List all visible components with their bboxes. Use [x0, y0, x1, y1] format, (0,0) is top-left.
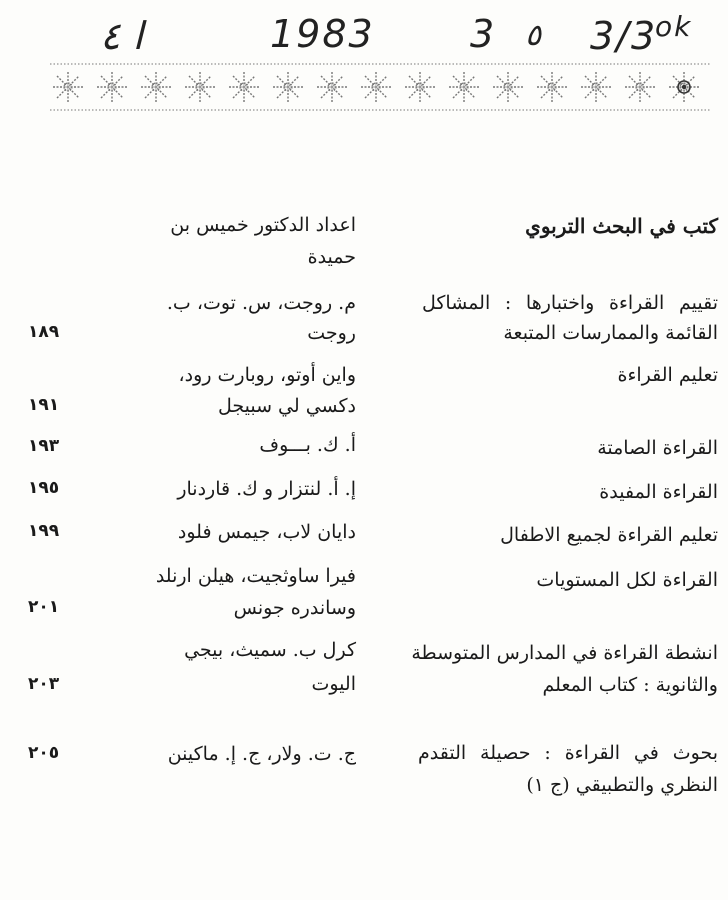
entry-title: القراءة المفيدة: [599, 481, 718, 503]
entry-author: أ. ك. بـــوف: [259, 434, 356, 456]
entry-title: والثانوية : كتاب المعلم: [542, 674, 718, 696]
page-number: ١٩١: [28, 395, 60, 415]
editor-credit-line2: حميدة: [307, 246, 356, 268]
handwritten-mark-1: ا ٤: [100, 14, 144, 58]
handwritten-mark-4: 3/3: [590, 14, 658, 58]
entry-author: دايان لاب، جيمس فلود: [177, 521, 356, 543]
entry-author: كرل ب. سميث، بيجي: [184, 639, 356, 661]
page-number: ١٩٥: [28, 478, 60, 498]
handwritten-year: 1983: [270, 12, 375, 56]
page-number: ٢٠٥: [28, 743, 60, 763]
entry-author: م. روجت، س. توت، ب.: [166, 292, 356, 314]
section-heading: كتب في البحث التربوي: [525, 214, 718, 238]
entry-author: ج. ت. ولار، ج. إ. ماكينن: [167, 743, 356, 765]
entry-author: روجت: [307, 322, 356, 344]
page-number: ١٩٩: [28, 521, 60, 541]
entry-title: القراءة لكل المستويات: [536, 569, 718, 591]
entry-author: دكسي لي سبيجل: [217, 395, 356, 417]
entry-title: انشطة القراءة في المدارس المتوسطة: [411, 642, 718, 664]
ornament-border: [50, 58, 710, 116]
handwritten-mark-5: ok: [655, 10, 693, 43]
page-number: ٢٠٣: [28, 674, 60, 694]
entry-author: واين أوتو، روبارت رود،: [178, 364, 356, 386]
entry-title: تعليم القراءة: [617, 364, 718, 386]
entry-title: القراءة الصامتة: [597, 437, 718, 459]
handwritten-mark-3: ٥: [525, 18, 542, 53]
handwritten-mark-2: 3: [470, 12, 497, 56]
page-number: ١٩٣: [28, 436, 60, 456]
entry-author: وساندره جونس: [233, 597, 356, 619]
entry-title: تقييم القراءة واختبارها : المشاكل: [422, 292, 718, 314]
editor-credit-line1: اعداد الدكتور خميس بن: [170, 214, 356, 236]
entry-title: القائمة والممارسات المتبعة: [503, 322, 718, 344]
entry-author: فيرا ساوثجيت، هيلن ارنلد: [155, 565, 356, 587]
page-number: ١٨٩: [28, 322, 60, 342]
entry-title: تعليم القراءة لجميع الاطفال: [500, 524, 718, 546]
entry-title: النظري والتطبيقي (ج ١): [526, 774, 718, 796]
page-number: ٢٠١: [28, 597, 60, 617]
entry-author: إ. أ. لنتزار و ك. قاردنار: [177, 478, 356, 500]
entry-title: بحوث في القراءة : حصيلة التقدم: [418, 742, 718, 764]
entry-author: اليوت: [311, 673, 356, 695]
